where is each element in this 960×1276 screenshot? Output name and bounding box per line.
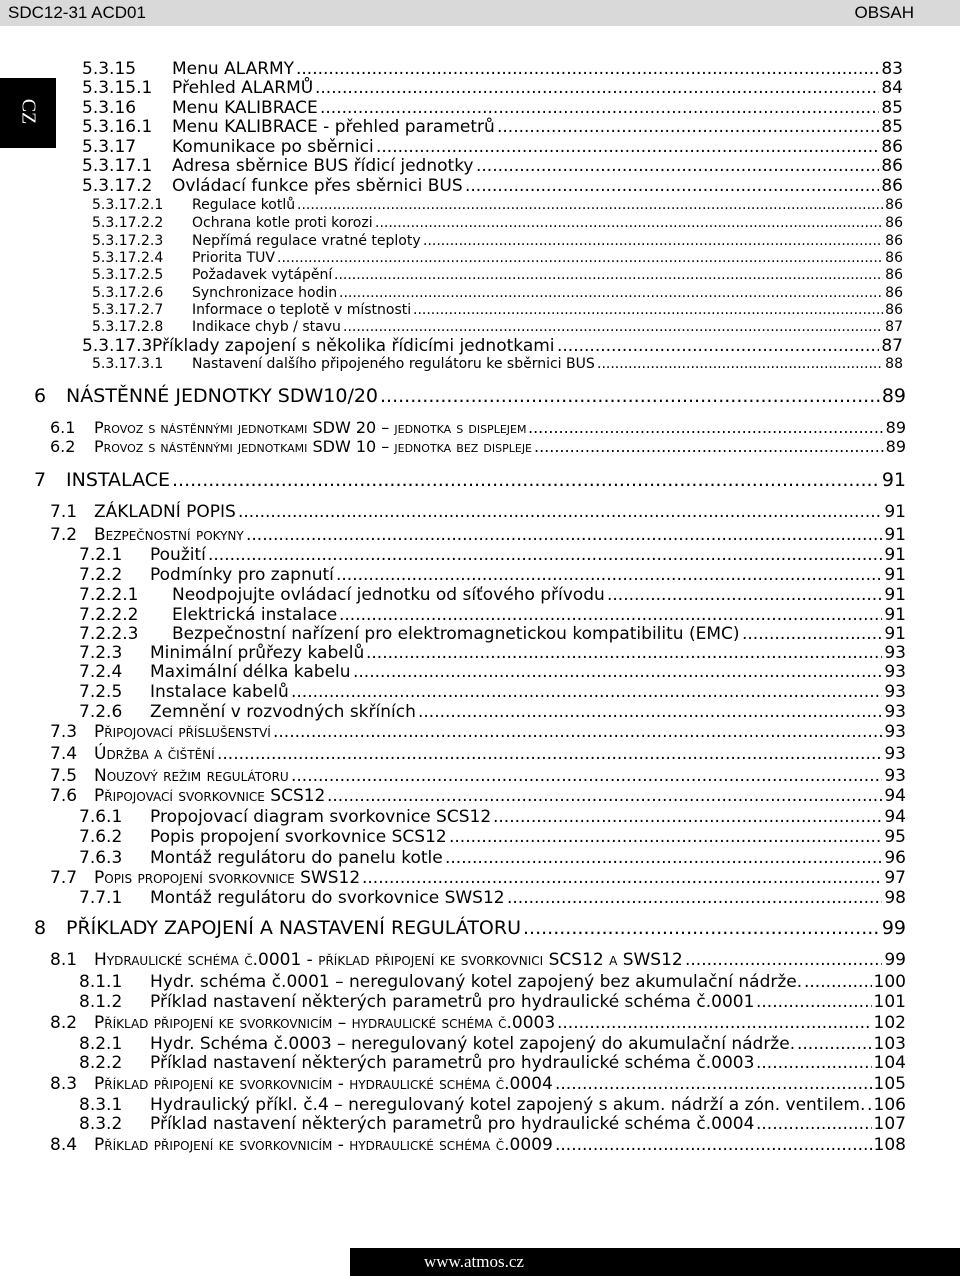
toc-entry[interactable] xyxy=(0,565,960,587)
toc-entry-title: Příklad připojení ke svorkovnicím - hydraulické schéma č.0004 xyxy=(94,1074,553,1094)
toc-entry-page: 91 xyxy=(884,565,906,585)
toc-entry-title: Požadavek vytápění xyxy=(192,267,333,283)
toc-dot-leader xyxy=(756,1053,872,1073)
toc-entry-title: Elektrická instalace xyxy=(172,605,338,625)
toc-entry-number: 7.2.6 xyxy=(79,702,123,722)
toc-dot-leader xyxy=(296,59,879,79)
toc-dot-leader xyxy=(380,385,880,407)
toc-dot-leader xyxy=(493,807,882,827)
toc-entry-number: 8.3 xyxy=(50,1074,78,1094)
toc-entry-title: Hydraulické schéma č.0001 - příklad připojení ke svorkovnici SCS12 a SWS12 xyxy=(94,950,683,970)
toc-entry-page: 94 xyxy=(884,786,906,806)
toc-entry-number: 5.3.17.2.2 xyxy=(92,215,164,231)
toc-entry-number: 5.3.17.3.1 xyxy=(92,356,164,372)
toc-entry[interactable] xyxy=(0,1053,960,1075)
toc-entry-page: 86 xyxy=(881,156,903,176)
toc-entry[interactable] xyxy=(0,1013,960,1035)
toc-dot-leader xyxy=(238,502,882,522)
toc-dot-leader xyxy=(353,662,882,682)
toc-dot-leader xyxy=(756,992,872,1012)
toc-dot-leader xyxy=(172,469,880,491)
toc-entry-page: 106 xyxy=(873,1095,906,1115)
toc-entry-number: 8.2 xyxy=(50,1013,78,1033)
toc-dot-leader xyxy=(476,156,879,176)
toc-entry-page: 97 xyxy=(884,868,906,888)
toc-dot-leader xyxy=(507,888,882,908)
toc-entry-page: 91 xyxy=(884,624,906,644)
toc-entry-page: 94 xyxy=(884,807,906,827)
toc-entry[interactable] xyxy=(0,1074,960,1096)
toc-entry-page: 85 xyxy=(881,117,903,137)
toc-entry-number: 8.2.1 xyxy=(79,1034,123,1054)
toc-entry-title: Montáž regulátoru do panelu kotle xyxy=(150,848,443,868)
toc-entry-title: Adresa sběrnice BUS řídicí jednotky xyxy=(172,156,474,176)
toc-entry-title: Přehled ALARMŮ xyxy=(172,78,314,98)
toc-entry-title: Synchronizace hodin xyxy=(192,285,338,301)
toc-entry-page: 108 xyxy=(873,1135,906,1155)
toc-entry-title: Komunikace po sběrnici xyxy=(172,137,374,157)
toc-entry-number: 7.1 xyxy=(50,502,78,522)
toc-entry-title: Nepřímá regulace vratné teploty xyxy=(192,233,421,249)
toc-entry-number: 8.3.2 xyxy=(79,1114,123,1134)
toc-entry-title: Bezpečnostní pokyny xyxy=(94,525,244,545)
toc-entry-title: Popis propojení svorkovnice SCS12 xyxy=(150,827,447,847)
toc-entry-page: 91 xyxy=(884,525,906,545)
toc-entry[interactable] xyxy=(0,137,960,158)
toc-entry-page: 95 xyxy=(884,827,906,847)
toc-entry-page: 93 xyxy=(884,702,906,722)
toc-entry[interactable] xyxy=(0,385,960,409)
toc-dot-leader xyxy=(291,682,882,702)
toc-entry-title: Zemnění v rozvodných skříních xyxy=(150,702,416,722)
toc-entry-title: INSTALACE xyxy=(66,469,170,491)
toc-dot-leader xyxy=(804,972,872,992)
toc-entry-title: PŘÍKLADY ZAPOJENÍ A NASTAVENÍ REGULÁTORU xyxy=(66,917,521,939)
toc-entry[interactable] xyxy=(0,1114,960,1136)
toc-entry-title: Regulace kotlů xyxy=(192,197,296,213)
toc-entry-title: Hydr. Schéma č.0003 – neregulovaný kotel zapojený do akumulační nádrže. xyxy=(150,1034,796,1054)
toc-entry[interactable] xyxy=(0,78,960,99)
page-footer xyxy=(350,1248,960,1276)
toc-dot-leader xyxy=(607,585,882,605)
toc-entry[interactable] xyxy=(0,117,960,138)
toc-entry-page: 100 xyxy=(873,972,906,992)
toc-entry-number: 7.5 xyxy=(50,766,78,786)
toc-entry-number: 5.3.17.2 xyxy=(82,176,153,196)
toc-dot-leader xyxy=(297,197,883,213)
toc-entry-number: 7 xyxy=(34,469,47,491)
toc-entry-page: 91 xyxy=(884,585,906,605)
toc-entry-title: Indikace chyb / stavu xyxy=(192,319,341,335)
toc-entry-number: 7.4 xyxy=(50,744,78,764)
toc-entry-page: 99 xyxy=(881,917,906,939)
toc-entry-page: 87 xyxy=(885,319,903,335)
toc-entry-page: 89 xyxy=(881,385,906,407)
toc-entry-page: 85 xyxy=(881,98,903,118)
toc-entry-title: Připojovací svorkovnice SCS12 xyxy=(94,786,326,806)
toc-entry-page: 101 xyxy=(873,992,906,1012)
toc-entry-page: 86 xyxy=(885,267,903,283)
toc-entry-number: 7.2.2 xyxy=(79,565,123,585)
toc-dot-leader xyxy=(534,437,884,456)
toc-dot-leader xyxy=(555,1135,872,1155)
toc-entry-title: Provoz s nástěnnými jednotkami SDW 20 – jednotka s displejem xyxy=(94,418,527,437)
toc-entry-number: 5.3.17.2.1 xyxy=(92,197,164,213)
toc-entry-page: 99 xyxy=(884,950,906,970)
toc-entry-page: 86 xyxy=(885,215,903,231)
toc-entry-title: Příklad nastavení některých parametrů pro hydraulické schéma č.0004 xyxy=(150,1114,755,1134)
toc-dot-leader xyxy=(756,1114,872,1134)
toc-entry-page: 83 xyxy=(881,59,903,79)
toc-entry[interactable] xyxy=(0,525,960,547)
toc-entry-number: 8.1.2 xyxy=(79,992,123,1012)
toc-dot-leader xyxy=(277,250,883,266)
toc-entry-title: Menu ALARMY xyxy=(172,59,295,79)
toc-entry[interactable] xyxy=(0,502,960,524)
toc-dot-leader xyxy=(334,267,883,283)
toc-entry-number: 7.2.1 xyxy=(79,545,123,565)
toc-entry-page: 98 xyxy=(884,888,906,908)
toc-dot-leader xyxy=(465,176,879,196)
toc-entry-number: 6 xyxy=(34,385,47,407)
toc-entry-number: 7.2 xyxy=(50,525,78,545)
toc-entry-number: 5.3.16.1 xyxy=(82,117,153,137)
toc-entry-number: 5.3.17.1 xyxy=(82,156,153,176)
toc-entry-title: Příklad nastavení některých parametrů pro hydraulické schéma č.0003 xyxy=(150,1053,755,1073)
toc-entry-page: 103 xyxy=(873,1034,906,1054)
toc-entry[interactable] xyxy=(0,197,960,216)
toc-entry-title: Popis propojení svorkovnice SWS12 xyxy=(94,868,361,888)
toc-entry-title: Použití xyxy=(150,545,206,565)
toc-entry-number: 7.3 xyxy=(50,722,78,742)
toc-entry-page: 89 xyxy=(885,437,906,456)
toc-entry-number: 8.3.1 xyxy=(79,1095,123,1115)
toc-dot-leader xyxy=(246,525,882,545)
toc-entry[interactable] xyxy=(0,1135,960,1157)
toc-entry-number: 7.2.5 xyxy=(79,682,123,702)
toc-entry-number: 5.3.17.2.7 xyxy=(92,302,164,318)
toc-entry-number: 7.6.1 xyxy=(79,807,123,827)
toc-entry-title: Ovládací funkce přes sběrnici BUS xyxy=(172,176,463,196)
toc-entry-title: Provoz s nástěnnými jednotkami SDW 10 – jednotka bez displeje xyxy=(94,437,533,456)
toc-entry-number: 8.1.1 xyxy=(79,972,123,992)
toc-entry-title: Priorita TUV xyxy=(192,250,275,266)
toc-entry-number: 8.1 xyxy=(50,950,78,970)
toc-entry-number: 6.1 xyxy=(50,418,76,437)
toc-entry[interactable] xyxy=(0,59,960,80)
toc-entry[interactable] xyxy=(0,98,960,119)
toc-entry-number: 5.3.17.2.5 xyxy=(92,267,164,283)
toc-entry[interactable] xyxy=(0,356,960,374)
toc-dot-leader xyxy=(343,319,883,335)
toc-dot-leader xyxy=(523,917,880,939)
toc-entry-page: 86 xyxy=(881,137,903,157)
toc-entry-page: 104 xyxy=(873,1053,906,1073)
toc-entry-number: 7.2.4 xyxy=(79,662,123,682)
toc-entry[interactable] xyxy=(0,469,960,493)
toc-dot-leader xyxy=(315,78,879,98)
toc-entry-page: 86 xyxy=(885,302,903,318)
toc-entry-page: 93 xyxy=(884,682,906,702)
toc-entry[interactable] xyxy=(0,662,960,684)
toc-entry-title: Údržba a čištění xyxy=(94,744,215,764)
toc-entry[interactable] xyxy=(0,972,960,994)
toc-dot-leader xyxy=(320,98,879,118)
toc-entry[interactable] xyxy=(0,868,960,890)
toc-dot-leader xyxy=(557,336,879,356)
toc-entry-page: 91 xyxy=(881,469,906,491)
toc-entry[interactable] xyxy=(0,950,960,972)
toc-entry-number: 7.2.2.1 xyxy=(79,585,139,605)
toc-entry-number: 7.6.3 xyxy=(79,848,123,868)
toc-dot-leader xyxy=(273,722,882,742)
toc-entry-title: Připojovací příslušenství xyxy=(94,722,271,742)
toc-dot-leader xyxy=(528,418,884,437)
toc-entry-title: Nastavení dalšího připojeného regulátoru ke sběrnici BUS xyxy=(192,356,595,372)
toc-entry-number: 6.2 xyxy=(50,437,76,456)
toc-dot-leader xyxy=(418,702,882,722)
toc-dot-leader xyxy=(597,356,883,372)
toc-entry-title: Hydr. schéma č.0001 – neregulovaný kotel zapojený bez akumulační nádrže. xyxy=(150,972,803,992)
toc-entry-title: Příklad nastavení některých parametrů pro hydraulické schéma č.0001 xyxy=(150,992,755,1012)
toc-entry[interactable] xyxy=(0,585,960,607)
toc-entry-number: 5.3.15.1 xyxy=(82,78,153,98)
toc-entry-page: 86 xyxy=(885,285,903,301)
toc-entry[interactable] xyxy=(0,917,960,941)
toc-entry-title: Informace o teplotě v místnosti xyxy=(192,302,412,318)
toc-entry-number: 5.3.17.3 xyxy=(82,336,153,356)
toc-dot-leader xyxy=(555,1074,872,1094)
toc-entry-title: Montáž regulátoru do svorkovnice SWS12 xyxy=(150,888,505,908)
toc-entry-number: 7.6 xyxy=(50,786,78,806)
toc-entry-page: 102 xyxy=(873,1013,906,1033)
toc-entry-page: 93 xyxy=(884,744,906,764)
toc-entry-title: Propojovací diagram svorkovnice SCS12 xyxy=(150,807,492,827)
toc-entry-page: 93 xyxy=(884,662,906,682)
toc-entry-number: 5.3.16 xyxy=(82,98,137,118)
toc-entry[interactable] xyxy=(0,827,960,849)
toc-entry-number: 5.3.17 xyxy=(82,137,137,157)
toc-entry-page: 86 xyxy=(885,233,903,249)
toc-entry-title: Menu KALIBRACE - přehled parametrů xyxy=(172,117,495,137)
toc-entry[interactable] xyxy=(0,336,960,357)
toc-entry-page: 89 xyxy=(885,418,906,437)
toc-dot-leader xyxy=(291,766,882,786)
toc-entry-title: Instalace kabelů xyxy=(150,682,289,702)
toc-entry-page: 91 xyxy=(884,605,906,625)
toc-dot-leader xyxy=(376,137,879,157)
toc-entry-title: Příklad připojení ke svorkovnicím - hydraulické schéma č.0009 xyxy=(94,1135,553,1155)
toc-entry-page: 93 xyxy=(884,722,906,742)
toc-entry-page: 91 xyxy=(884,502,906,522)
toc-entry[interactable] xyxy=(0,766,960,788)
toc-entry-page: 86 xyxy=(885,197,903,213)
toc-dot-leader xyxy=(366,643,882,663)
toc-dot-leader xyxy=(375,215,883,231)
toc-dot-leader xyxy=(449,827,882,847)
toc-entry-number: 7.7 xyxy=(50,868,78,888)
toc-entry-title: Podmínky pro zapnutí xyxy=(150,565,334,585)
toc-entry-number: 7.2.2.3 xyxy=(79,624,139,644)
toc-entry[interactable] xyxy=(0,992,960,1014)
toc-dot-leader xyxy=(867,1095,872,1115)
toc-entry-title: Ochrana kotle proti korozi xyxy=(192,215,373,231)
toc-entry[interactable] xyxy=(0,267,960,286)
toc-entry[interactable] xyxy=(0,545,960,567)
toc-entry[interactable] xyxy=(0,682,960,704)
toc-entry-number: 7.7.1 xyxy=(79,888,123,908)
toc-entry-page: 93 xyxy=(884,766,906,786)
toc-entry-page: 96 xyxy=(884,848,906,868)
toc-entry-page: 84 xyxy=(881,78,903,98)
toc-entry[interactable] xyxy=(0,702,960,724)
toc-entry-title: Nouzový režim regulátoru xyxy=(94,766,289,786)
toc-entry[interactable] xyxy=(0,437,960,458)
toc-dot-leader xyxy=(497,117,879,137)
toc-entry-number: 7.6.2 xyxy=(79,827,123,847)
toc-entry[interactable] xyxy=(0,215,960,234)
footer-url: www.atmos.cz xyxy=(424,1252,524,1271)
toc-entry-title: Maximální délka kabelu xyxy=(150,662,351,682)
toc-entry-title: Příklady zapojení s několika řídicími jednotkami xyxy=(152,336,555,356)
toc-entry-page: 105 xyxy=(873,1074,906,1094)
toc-entry-number: 7.2.2.2 xyxy=(79,605,139,625)
toc-dot-leader xyxy=(208,545,882,565)
toc-entry-number: 5.3.17.2.3 xyxy=(92,233,164,249)
toc-dot-leader xyxy=(336,565,882,585)
document-code: SDC12-31 ACD01 xyxy=(8,3,146,22)
toc-entry-page: 107 xyxy=(873,1114,906,1134)
toc-entry[interactable] xyxy=(0,418,960,439)
toc-entry-page: 86 xyxy=(881,176,903,196)
toc-dot-leader xyxy=(445,848,882,868)
toc-dot-leader xyxy=(339,605,882,625)
toc-entry-number: 5.3.15 xyxy=(82,59,137,79)
toc-entry-title: Příklad připojení ke svorkovnicím – hydraulické schéma č.0003 xyxy=(94,1013,556,1033)
toc-dot-leader xyxy=(327,786,882,806)
toc-entry-title: Minimální průřezy kabelů xyxy=(150,643,365,663)
toc-entry-title: Neodpojujte ovládací jednotku od síťového přívodu xyxy=(172,585,605,605)
toc-entry[interactable] xyxy=(0,888,960,910)
toc-dot-leader xyxy=(742,624,882,644)
toc-entry[interactable] xyxy=(0,156,960,177)
toc-dot-leader xyxy=(362,868,882,888)
toc-entry-number: 8 xyxy=(34,917,47,939)
toc-entry-page: 93 xyxy=(884,643,906,663)
toc-dot-leader xyxy=(685,950,882,970)
language-label: CZ xyxy=(17,98,40,125)
toc-entry-title: NÁSTĚNNÉ JEDNOTKY SDW10/20 xyxy=(66,385,379,407)
toc-entry-page: 86 xyxy=(885,250,903,266)
toc-entry-title: Hydraulický příkl. č.4 – neregulovaný kotel zapojený s akum. nádrží a zón. ventilem. xyxy=(150,1095,866,1115)
toc-dot-leader xyxy=(557,1013,872,1033)
toc-dot-leader xyxy=(339,285,883,301)
toc-entry[interactable] xyxy=(0,722,960,744)
toc-entry-page: 87 xyxy=(881,336,903,356)
toc-entry-title: ZÁKLADNÍ POPIS xyxy=(94,502,236,522)
toc-dot-leader xyxy=(217,744,882,764)
toc-entry-number: 8.2.2 xyxy=(79,1053,123,1073)
toc-dot-leader xyxy=(797,1034,872,1054)
toc-entry-page: 88 xyxy=(885,356,903,372)
toc-entry-number: 7.2.3 xyxy=(79,643,123,663)
toc-dot-leader xyxy=(423,233,883,249)
toc-entry[interactable] xyxy=(0,176,960,197)
toc-dot-leader xyxy=(413,302,883,318)
toc-entry-number: 5.3.17.2.8 xyxy=(92,319,164,335)
toc-entry-title: Bezpečnostní nařízení pro elektromagnetickou kompatibilitu (EMC) xyxy=(172,624,740,644)
section-title: OBSAH xyxy=(854,3,914,22)
toc-entry-number: 8.4 xyxy=(50,1135,78,1155)
toc-entry-number: 5.3.17.2.4 xyxy=(92,250,164,266)
toc-entry[interactable] xyxy=(0,807,960,829)
toc-entry[interactable] xyxy=(0,786,960,808)
toc-entry-page: 91 xyxy=(884,545,906,565)
toc-entry-title: Menu KALIBRACE xyxy=(172,98,318,118)
toc-entry[interactable] xyxy=(0,848,960,870)
toc-entry[interactable] xyxy=(0,744,960,766)
toc-entry-number: 5.3.17.2.6 xyxy=(92,285,164,301)
